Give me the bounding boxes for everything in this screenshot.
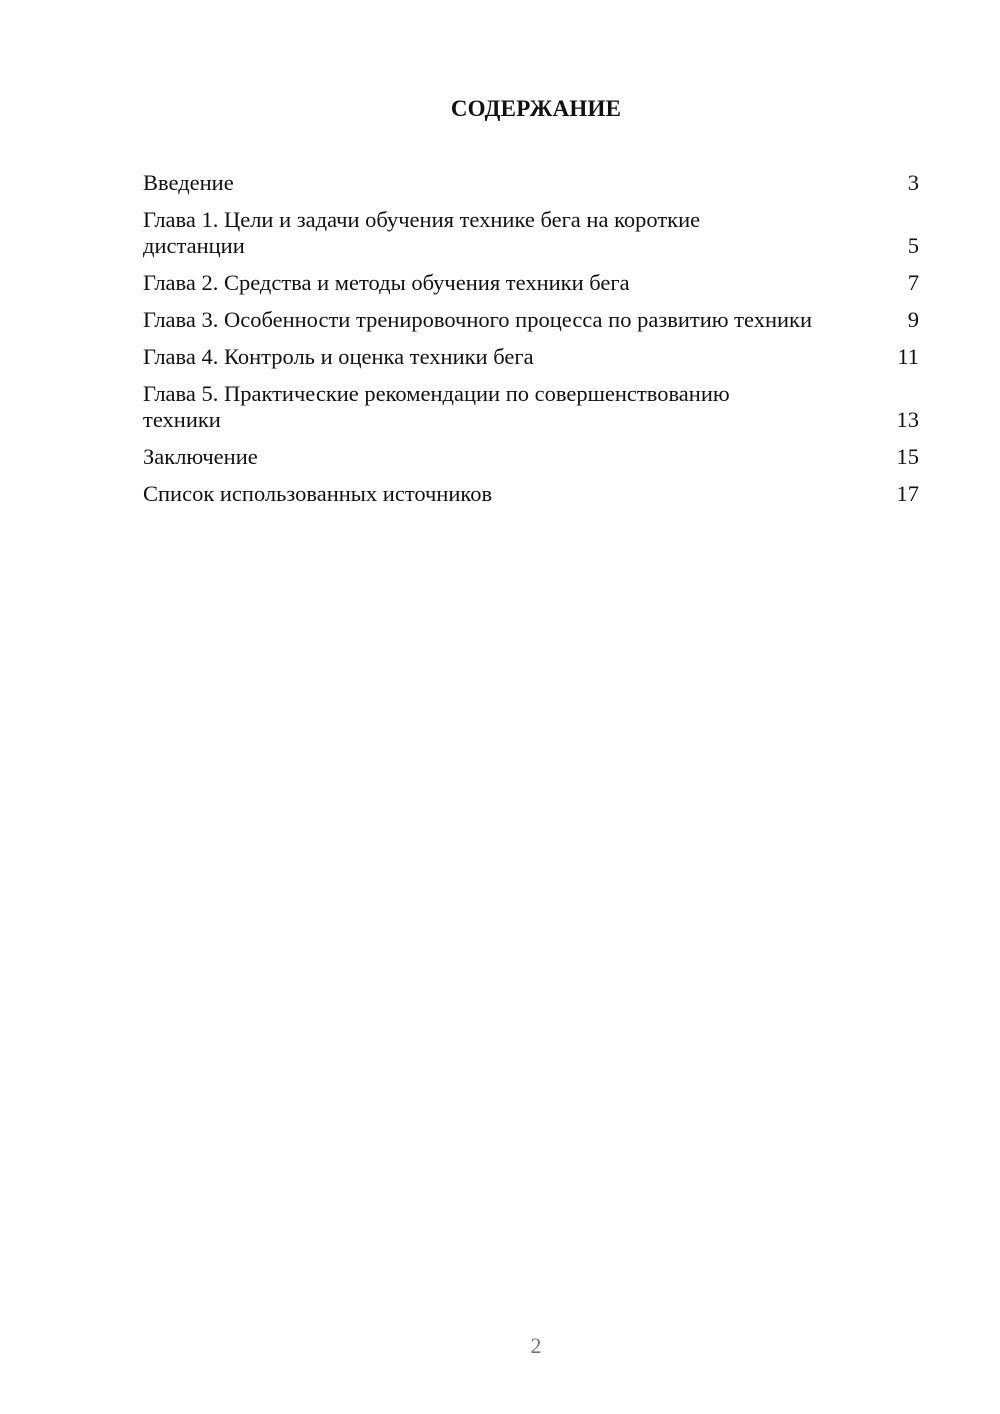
toc-entry-chapter-2: [143, 270, 919, 296]
toc-entry-page: 5: [907, 233, 919, 258]
toc-entry-label: Введение: [143, 170, 234, 195]
toc-entry-chapter-5: [143, 381, 919, 433]
toc-entry-chapter-1: [143, 207, 919, 259]
toc-entry-conclusion: [143, 444, 919, 470]
toc-entry-page: 3: [907, 170, 919, 195]
toc-entry-chapter-4: [143, 344, 919, 370]
toc-entry-page: 7: [907, 270, 919, 295]
toc-entry-label: Заключение: [143, 444, 258, 469]
toc-entry-references: [143, 481, 919, 507]
toc-entry-label: Список использованных источников: [143, 481, 493, 506]
toc-entry-page: 15: [896, 444, 919, 469]
toc-entry-label: Глава 4. Контроль и оценка техники бега: [143, 344, 534, 369]
toc-entry-page: 11: [897, 344, 919, 369]
toc-entry-page: 17: [896, 481, 919, 506]
toc-entry-label: Глава 3. Особенности тренировочного процесса по развитию техники: [143, 307, 813, 332]
toc-entry-page: 9: [907, 307, 919, 332]
toc-entry-introduction: [143, 170, 919, 196]
table-of-contents: [143, 170, 919, 518]
toc-entry-chapter-3: [143, 307, 919, 333]
page-number: 2: [530, 1333, 542, 1358]
toc-entry-page: 13: [896, 407, 919, 432]
page-title: СОДЕРЖАНИЕ: [450, 96, 622, 121]
toc-entry-label: Глава 5. Практические рекомендации по совершенствованию техники: [143, 381, 730, 432]
toc-entry-label: Глава 2. Средства и методы обучения техники бега: [143, 270, 630, 295]
toc-entry-label: Глава 1. Цели и задачи обучения технике бега на короткие дистанции: [143, 207, 701, 258]
